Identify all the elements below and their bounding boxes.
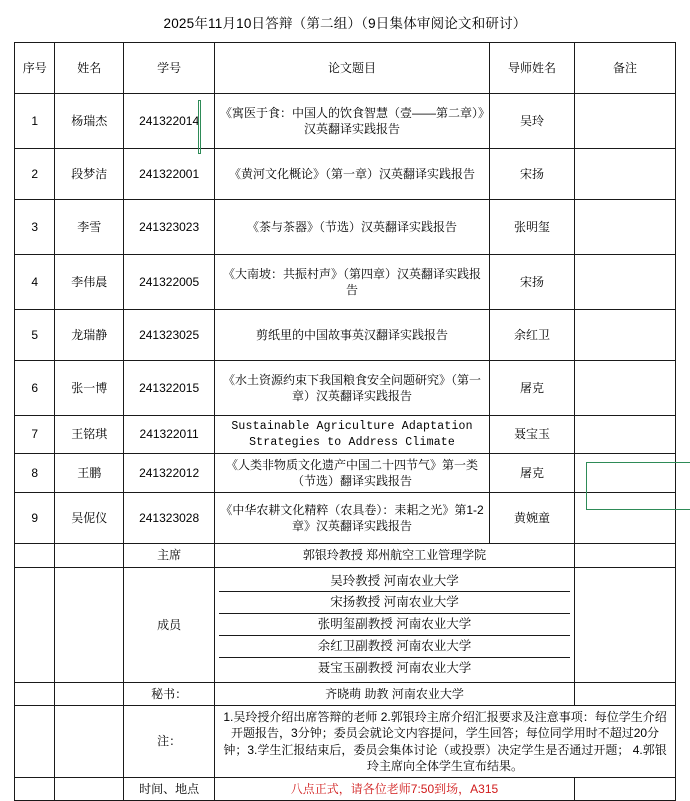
cell-no: 9 (15, 493, 55, 544)
spacer-cell (55, 567, 124, 682)
table-row (15, 493, 676, 544)
notes-text: 1.吴玲授介绍出席答辩的老师 2.郭银玲主席介绍汇报要求及注意事项：每位学生介绍开题报告，3分钟；委员会就论文内容提问，学生回答；每位同学用时不超过20分钟；3.学生汇报结束后，委员会集体讨论（或投票）决定学生是否通过开题； 4.郭银玲主席向全体学生宣布结果。 (215, 706, 676, 778)
spacer-cell (574, 777, 675, 800)
cell-no: 8 (15, 454, 55, 493)
cell-id: 241322011 (124, 416, 215, 454)
cell-paper: Sustainable Agriculture Adaptation Strategies to Address Climate (215, 416, 490, 454)
table-row (15, 94, 676, 149)
list-item: 张明玺副教授 河南农业大学 (219, 614, 570, 636)
cell-note (574, 149, 675, 200)
cell-name: 张一博 (55, 361, 124, 416)
spacer-cell (15, 682, 55, 705)
cell-advisor: 张明玺 (490, 200, 575, 255)
cell-note (574, 416, 675, 454)
cell-note (574, 255, 675, 310)
cell-note (574, 361, 675, 416)
spacer-cell (574, 544, 675, 567)
cell-name: 李雪 (55, 200, 124, 255)
cell-id: 241323025 (124, 310, 215, 361)
cell-paper: 《寓医于食：中国人的饮食智慧（壹——第二章）》汉英翻译实践报告 (215, 94, 490, 149)
notes-row (15, 706, 676, 778)
cell-paper: 《黄河文化概论》（第一章）汉英翻译实践报告 (215, 149, 490, 200)
table-row (15, 361, 676, 416)
cell-id: 241322012 (124, 454, 215, 493)
cell-no: 5 (15, 310, 55, 361)
header-cell-note: 备注 (574, 43, 675, 94)
cell-advisor: 屠克 (490, 454, 575, 493)
cell-id: 241322005 (124, 255, 215, 310)
cell-advisor: 宋扬 (490, 255, 575, 310)
page-title: 2025年11月10日答辩（第二组）（9日集体审阅论文和研讨） (163, 16, 527, 31)
cell-no: 4 (15, 255, 55, 310)
cell-paper: 《大南坡：共振村声》（第四章）汉英翻译实践报告 (215, 255, 490, 310)
cell-name: 段梦洁 (55, 149, 124, 200)
header-cell-no: 序号 (15, 43, 55, 94)
cell-no: 1 (15, 94, 55, 149)
table-row (15, 416, 676, 454)
cell-no: 7 (15, 416, 55, 454)
cell-paper: 《茶与茶器》（节选）汉英翻译实践报告 (215, 200, 490, 255)
cell-advisor: 聂宝玉 (490, 416, 575, 454)
cell-note (574, 493, 675, 544)
cell-note (574, 454, 675, 493)
spacer-cell (15, 777, 55, 800)
table-row (15, 255, 676, 310)
spacer-cell (55, 706, 124, 778)
committee-chair-row (15, 544, 676, 567)
spacer-cell (15, 544, 55, 567)
cell-no: 6 (15, 361, 55, 416)
list-item: 余红卫副教授 河南农业大学 (219, 636, 570, 658)
cell-advisor: 宋扬 (490, 149, 575, 200)
committee-members-row (15, 567, 676, 682)
cell-id: 241322001 (124, 149, 215, 200)
cell-note (574, 310, 675, 361)
members-list (215, 567, 575, 682)
chair-value: 郭银玲教授 郑州航空工业管理学院 (215, 544, 575, 567)
chair-label: 主席 (124, 544, 215, 567)
spacer-cell (574, 682, 675, 705)
header-cell-name: 姓名 (55, 43, 124, 94)
table-row (15, 149, 676, 200)
table-row (15, 200, 676, 255)
cell-no: 2 (15, 149, 55, 200)
secretary-label: 秘书： (124, 682, 215, 705)
spacer-cell (55, 682, 124, 705)
cell-paper: 《中华农耕文化精粹（农具卷）：耒耜之光》第1-2章》汉英翻译实践报告 (215, 493, 490, 544)
footer-row (15, 777, 676, 800)
list-item: 吴玲教授 河南农业大学 (219, 571, 570, 593)
list-item: 聂宝玉副教授 河南农业大学 (317, 661, 472, 676)
header-cell-paper: 论文题目 (215, 43, 490, 94)
footer-value: 八点正式，请各位老师7:50到场，A315 (215, 777, 575, 800)
cell-name: 龙瑞静 (55, 310, 124, 361)
cell-name: 王鹏 (55, 454, 124, 493)
table-row (15, 310, 676, 361)
cell-no: 3 (15, 200, 55, 255)
spacer-cell (574, 567, 675, 682)
footer-label: 时间、地点 (124, 777, 215, 800)
cell-paper: 《人类非物质文化遗产中国二十四节气》第一类（节选）翻译实践报告 (215, 454, 490, 493)
header-cell-id: 学号 (124, 43, 215, 94)
spacer-cell (55, 544, 124, 567)
cell-id: 241323023 (124, 200, 215, 255)
cell-id: 241323028 (124, 493, 215, 544)
list-item: 宋扬教授 河南农业大学 (219, 592, 570, 614)
cell-advisor: 黄婉童 (490, 493, 575, 544)
cell-advisor: 余红卫 (490, 310, 575, 361)
committee-secretary-row (15, 682, 676, 705)
cell-name: 吴伲仪 (55, 493, 124, 544)
cell-id: 241322014 (124, 94, 215, 149)
header-cell-advisor: 导师姓名 (490, 43, 575, 94)
spacer-cell (55, 777, 124, 800)
cell-name: 李伟晨 (55, 255, 124, 310)
cell-note (574, 200, 675, 255)
cell-note (574, 94, 675, 149)
cell-name: 王铭琪 (55, 416, 124, 454)
member-label: 成员 (124, 567, 215, 682)
spacer-cell (15, 706, 55, 778)
cell-advisor: 屠克 (490, 361, 575, 416)
defense-schedule-table (14, 42, 676, 801)
table-row (15, 454, 676, 493)
notes-label: 注： (124, 706, 215, 778)
cell-advisor: 吴玲 (490, 94, 575, 149)
cell-paper: 剪纸里的中国故事英汉翻译实践报告 (215, 310, 490, 361)
secretary-value: 齐晓萌 助教 河南农业大学 (215, 682, 575, 705)
cell-id: 241322015 (124, 361, 215, 416)
table-header-row (15, 43, 676, 94)
spacer-cell (15, 567, 55, 682)
cell-paper: 《水土资源约束下我国粮食安全问题研究》（第一章）汉英翻译实践报告 (215, 361, 490, 416)
cell-name: 杨瑞杰 (55, 94, 124, 149)
